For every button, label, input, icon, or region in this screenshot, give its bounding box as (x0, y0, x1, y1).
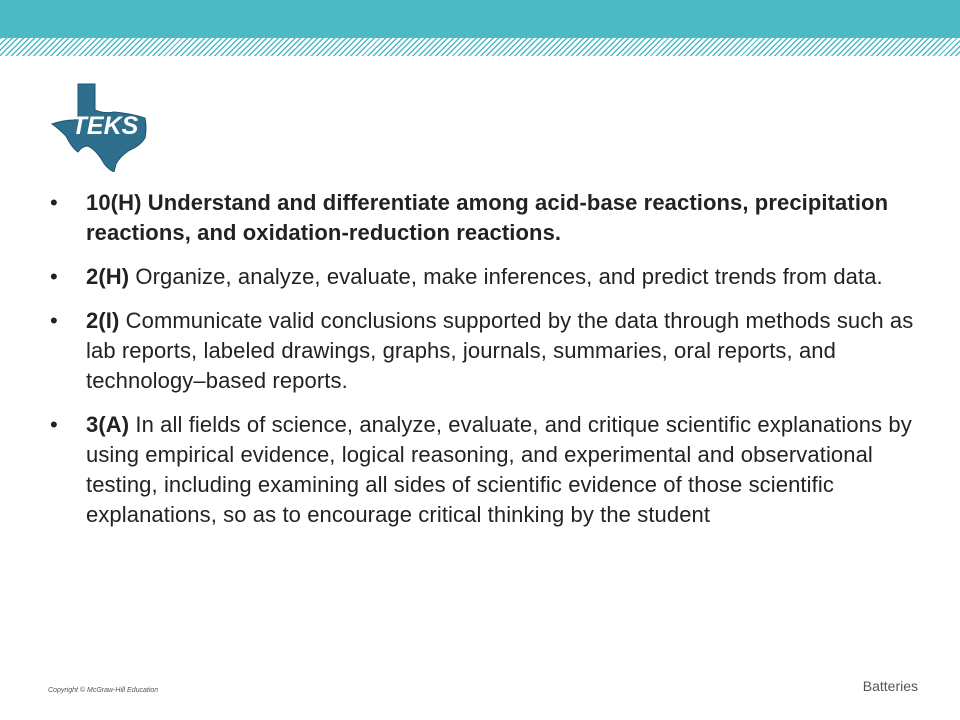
standard-text: Communicate valid conclusions supported by the data through methods such as lab reports, labeled drawings, graphs, journals, summaries, oral reports, and technology–based reports. (86, 308, 914, 393)
standard-item-3a (50, 410, 920, 530)
standard-code: 2(H) (86, 264, 130, 289)
slide-title: Batteries (862, 678, 918, 694)
header-hatch-stripe (0, 38, 960, 56)
bullet-icon: • (50, 190, 58, 215)
standard-text: Understand and differentiate among acid-base reactions, precipitation reactions, and oxidation-reduction reactions. (86, 190, 889, 245)
bullet-icon: • (50, 308, 58, 333)
standard-item-2i (50, 306, 920, 396)
standard-item-2h (50, 262, 920, 292)
standard-code: 10(H) (86, 190, 142, 215)
logo-text: TEKS (71, 112, 139, 140)
bullet-icon: • (50, 264, 58, 289)
standard-code: 3(A) (86, 412, 130, 437)
standards-list (50, 188, 920, 544)
standard-item-10h (50, 188, 920, 248)
bullet-icon: • (50, 412, 58, 437)
standard-text: In all fields of science, analyze, evaluate, and critique scientific explanations by using empirical evidence, logical reasoning, and experimental and observational testing, including examining all sides of scientific evidence of those scientific explanations, so as to encourage critical thinking by the student (86, 412, 912, 527)
standard-code: 2(I) (86, 308, 120, 333)
copyright-notice: Copyright © McGraw-Hill Education (48, 687, 159, 694)
header-band (0, 0, 960, 38)
standard-text: Organize, analyze, evaluate, make inferences, and predict trends from data. (135, 264, 883, 289)
teks-texas-logo-icon (48, 80, 152, 172)
